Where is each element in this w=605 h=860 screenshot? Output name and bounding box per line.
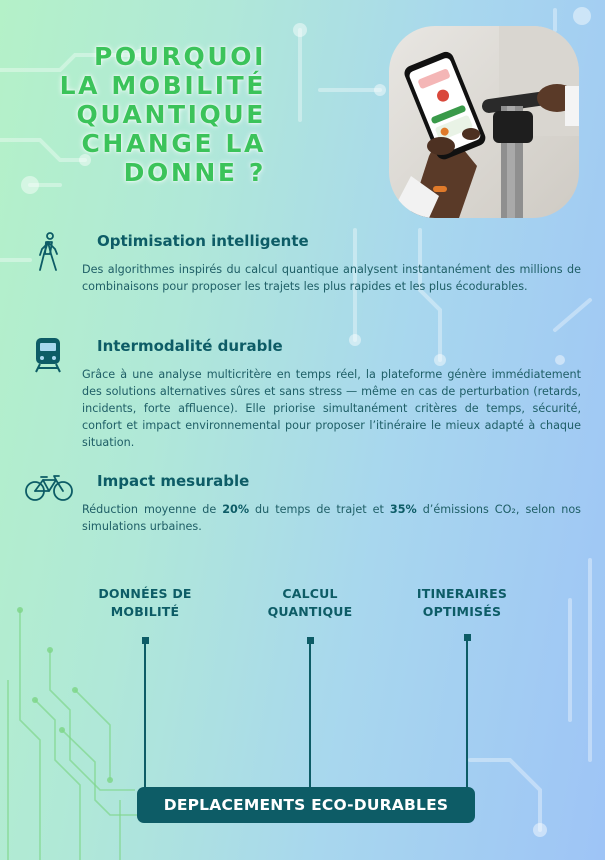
flow-step-line: CALCUL bbox=[282, 586, 338, 601]
smartphone-scooter-photo bbox=[389, 26, 579, 218]
flow-connector-line bbox=[466, 640, 468, 788]
section-body-optimisation: Des algorithmes inspirés du calcul quantique analysent instantanément des millions de combinaisons pour proposer les trajets les plus rapides et les plus écodurables. bbox=[82, 263, 581, 293]
result-banner: DEPLACEMENTS ECO-DURABLES bbox=[137, 787, 475, 823]
flow-connector-line bbox=[309, 643, 311, 788]
title-line: QUANTIQUE bbox=[76, 100, 266, 129]
flow-step-line: OPTIMISÉS bbox=[422, 604, 502, 619]
title-line: POURQUOI bbox=[93, 42, 266, 71]
impact-text: du temps de trajet et bbox=[249, 503, 390, 516]
train-icon bbox=[34, 336, 62, 374]
page-title bbox=[40, 42, 266, 187]
impact-text: d’émissions CO₂, selon nos simulations urbaines. bbox=[82, 503, 581, 533]
flow-step-donnees bbox=[85, 585, 205, 621]
impact-co2-value: 35% bbox=[389, 503, 417, 516]
section-title-impact: Impact mesurable bbox=[97, 472, 250, 490]
flow-step-line: ITINERAIRES bbox=[416, 586, 508, 601]
title-line: DONNE ? bbox=[123, 158, 266, 187]
flow-step-line: DONNÉES DE bbox=[98, 586, 192, 601]
section-body-impact bbox=[82, 501, 581, 535]
section-title-optimisation: Optimisation intelligente bbox=[97, 232, 309, 250]
title-line: LA MOBILITÉ bbox=[59, 71, 266, 100]
flow-step-calcul bbox=[250, 585, 370, 621]
flow-connector-line bbox=[144, 643, 146, 788]
flow-step-line: MOBILITÉ bbox=[110, 604, 180, 619]
bicycle-icon bbox=[25, 474, 73, 502]
title-line: CHANGE LA bbox=[81, 129, 266, 158]
impact-time-value: 20% bbox=[222, 503, 250, 516]
impact-text: Réduction moyenne de bbox=[82, 503, 223, 516]
flow-step-line: QUANTIQUE bbox=[267, 604, 353, 619]
section-title-intermodalite: Intermodalité durable bbox=[97, 337, 283, 355]
section-body-intermodalite: Grâce à une analyse multicritère en temps réel, la plateforme génère immédiatement des solutions alternatives sûres et sans stress — même en cas de perturbation (retards, incidents, forte affluence). Elle priorise simultanément critères de temps, sécurité, confort et impact environnemental pour proposer l’itinéraire le mieux adapté à chaque situation. bbox=[82, 368, 581, 449]
flow-step-itineraires bbox=[400, 585, 524, 621]
pedestrian-icon bbox=[36, 232, 60, 272]
